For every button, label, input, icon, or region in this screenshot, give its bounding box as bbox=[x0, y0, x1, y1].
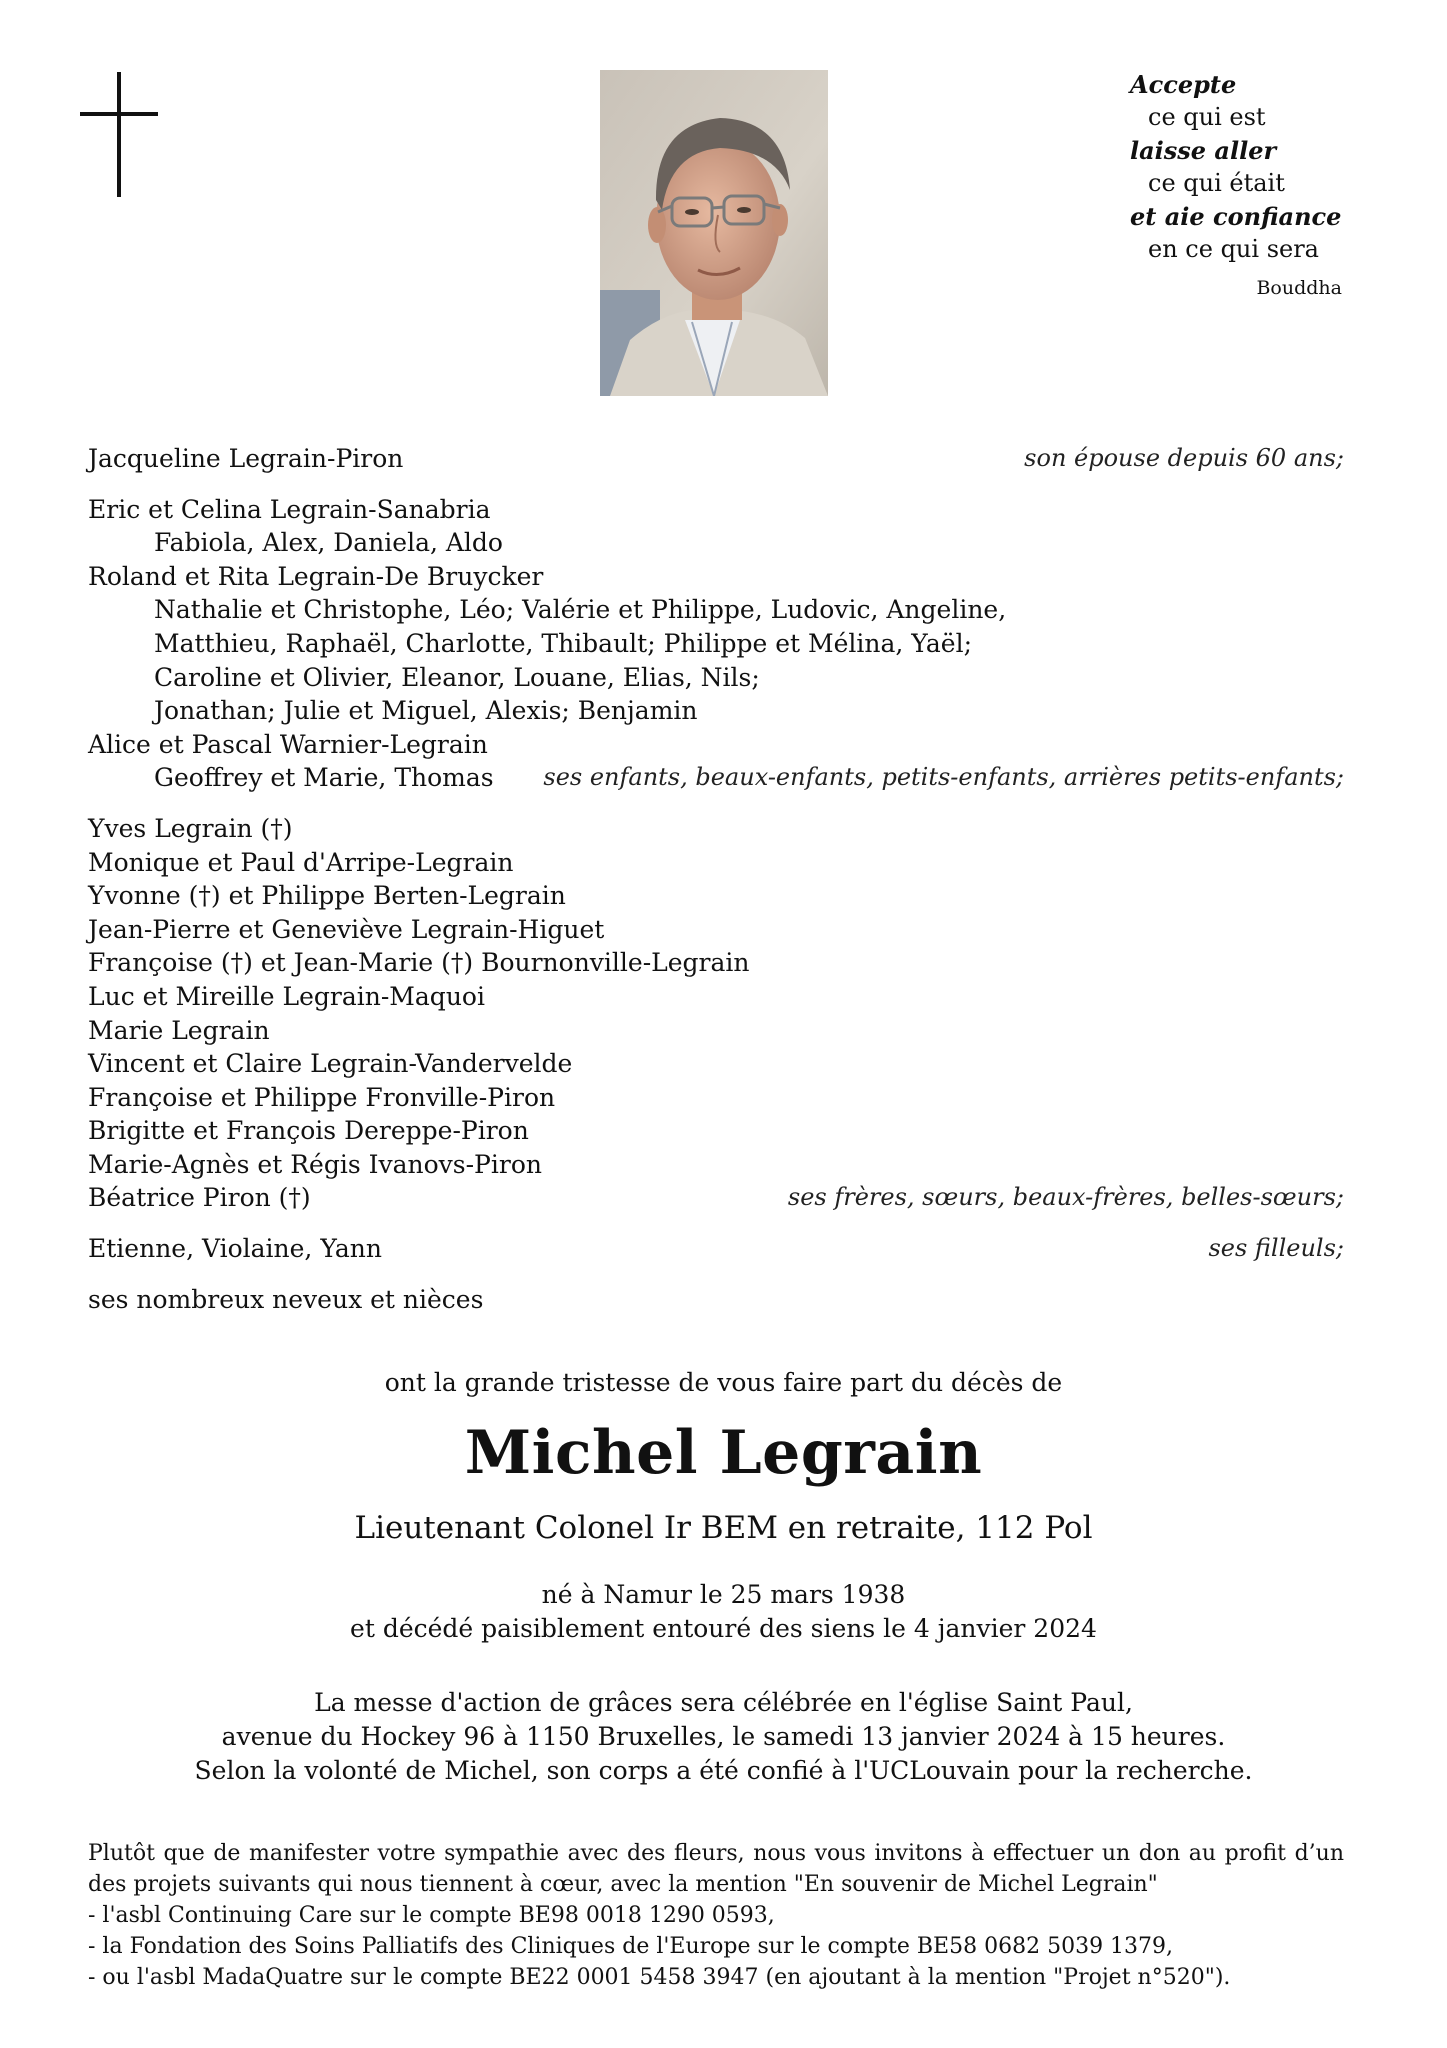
spouse-row bbox=[88, 442, 1344, 476]
portrait-photo bbox=[600, 70, 828, 396]
sibling-line: Marie Legrain bbox=[88, 1015, 270, 1045]
donation-item: - la Fondation des Soins Palliatifs des Cliniques de l'Europe sur le compte BE58 0682 5039 1379, bbox=[88, 1934, 1174, 1959]
nephews-row: ses nombreux neveux et nièces bbox=[88, 1284, 484, 1314]
family-line: Matthieu, Raphaël, Charlotte, Thibault; Philippe et Mélina, Yaël; bbox=[154, 628, 972, 658]
sibling-line: Monique et Paul d'Arripe-Legrain bbox=[88, 847, 514, 877]
relation-label: son épouse depuis 60 ans; bbox=[1024, 444, 1344, 472]
relation-label: ses filleuls; bbox=[1208, 1234, 1344, 1263]
quote-line: et aie confiance bbox=[1130, 202, 1342, 231]
deceased-rank: Lieutenant Colonel Ir BEM en retraite, 112 Pol bbox=[354, 1510, 1093, 1546]
family-line: Eric et Celina Legrain-Sanabria bbox=[88, 494, 491, 524]
sibling-line: Françoise (†) et Jean-Marie (†) Bournonville-Legrain bbox=[88, 948, 750, 978]
sibling-line: Marie-Agnès et Régis Ivanovs-Piron bbox=[88, 1149, 542, 1179]
sibling-line: Yvonne (†) et Philippe Berten-Legrain bbox=[88, 881, 566, 911]
mass-line: Selon la volonté de Michel, son corps a été confié à l'UCLouvain pour la recherche. bbox=[194, 1756, 1253, 1785]
epitaph-quote bbox=[1130, 68, 1370, 305]
donation-item: - l'asbl Continuing Care sur le compte BE98 0018 1290 0593, bbox=[88, 1903, 775, 1928]
quote-line: Accepte bbox=[1130, 70, 1237, 99]
quote-line: laisse aller bbox=[1130, 136, 1277, 165]
family-line: Caroline et Olivier, Eleanor, Louane, Elias, Nils; bbox=[154, 662, 760, 692]
quote-author: Bouddha bbox=[1256, 277, 1342, 299]
family-list bbox=[88, 442, 1344, 1316]
sibling-line-last bbox=[88, 1181, 1344, 1215]
godchildren-names: Etienne, Violaine, Yann bbox=[88, 1234, 382, 1264]
mass-line: avenue du Hockey 96 à 1150 Bruxelles, le samedi 13 janvier 2024 à 15 heures. bbox=[221, 1722, 1226, 1751]
sibling-line: Luc et Mireille Legrain-Maquoi bbox=[88, 981, 485, 1011]
mass-details bbox=[0, 1686, 1447, 1788]
family-line-text: Geoffrey et Marie, Thomas bbox=[154, 763, 494, 793]
death-line: et décédé paisiblement entouré des siens le 4 janvier 2024 bbox=[350, 1614, 1097, 1643]
sibling-line: Françoise et Philippe Fronville-Piron bbox=[88, 1082, 556, 1112]
deceased-name: Michel Legrain bbox=[464, 1418, 983, 1488]
family-line: Fabiola, Alex, Daniela, Aldo bbox=[154, 528, 503, 558]
relation-label: ses enfants, beaux-enfants, petits-enfants, arrières petits-enfants; bbox=[543, 763, 1344, 792]
donation-intro: Plutôt que de manifester votre sympathie avec des fleurs, nous vous invitons à effectuer un don au profit d’un des projets suivants qui nous tiennent à cœur, avec la mention "En souvenir de Michel Legrain" bbox=[88, 1841, 1344, 1897]
sibling-line: Brigitte et François Dereppe-Piron bbox=[88, 1116, 529, 1146]
sibling-line: Jean-Pierre et Geneviève Legrain-Higuet bbox=[88, 914, 605, 944]
intro-text: ont la grande tristesse de vous faire part du décès de bbox=[384, 1368, 1063, 1397]
sibling-line: Yves Legrain (†) bbox=[88, 813, 293, 843]
donation-notice bbox=[88, 1838, 1344, 1993]
spouse-name: Jacqueline Legrain-Piron bbox=[88, 444, 404, 473]
sibling-line: Vincent et Claire Legrain-Vandervelde bbox=[88, 1049, 573, 1079]
birth-line: né à Namur le 25 mars 1938 bbox=[541, 1580, 906, 1609]
family-line: Nathalie et Christophe, Léo; Valérie et Philippe, Ludovic, Angeline, bbox=[154, 595, 1007, 625]
relation-label: ses frères, sœurs, beaux-frères, belles-sœurs; bbox=[787, 1183, 1344, 1212]
quote-line: ce qui était bbox=[1148, 169, 1285, 197]
quote-line: ce qui est bbox=[1148, 103, 1266, 131]
family-line: Roland et Rita Legrain-De Bruycker bbox=[88, 561, 544, 591]
life-dates bbox=[0, 1578, 1447, 1646]
family-line: Alice et Pascal Warnier-Legrain bbox=[88, 729, 488, 759]
donation-item: - ou l'asbl MadaQuatre sur le compte BE22 0001 5458 3947 (en ajoutant à la mention "Projet n°520"). bbox=[88, 1965, 1231, 1990]
quote-line: en ce qui sera bbox=[1148, 235, 1319, 263]
family-line-last bbox=[88, 761, 1344, 795]
mass-line: La messe d'action de grâces sera célébrée en l'église Saint Paul, bbox=[314, 1688, 1133, 1717]
family-line: Jonathan; Julie et Miguel, Alexis; Benjamin bbox=[154, 696, 698, 726]
sibling-line-text: Béatrice Piron (†) bbox=[88, 1183, 311, 1213]
godchildren-row bbox=[88, 1232, 1344, 1266]
cross-icon bbox=[80, 72, 158, 197]
